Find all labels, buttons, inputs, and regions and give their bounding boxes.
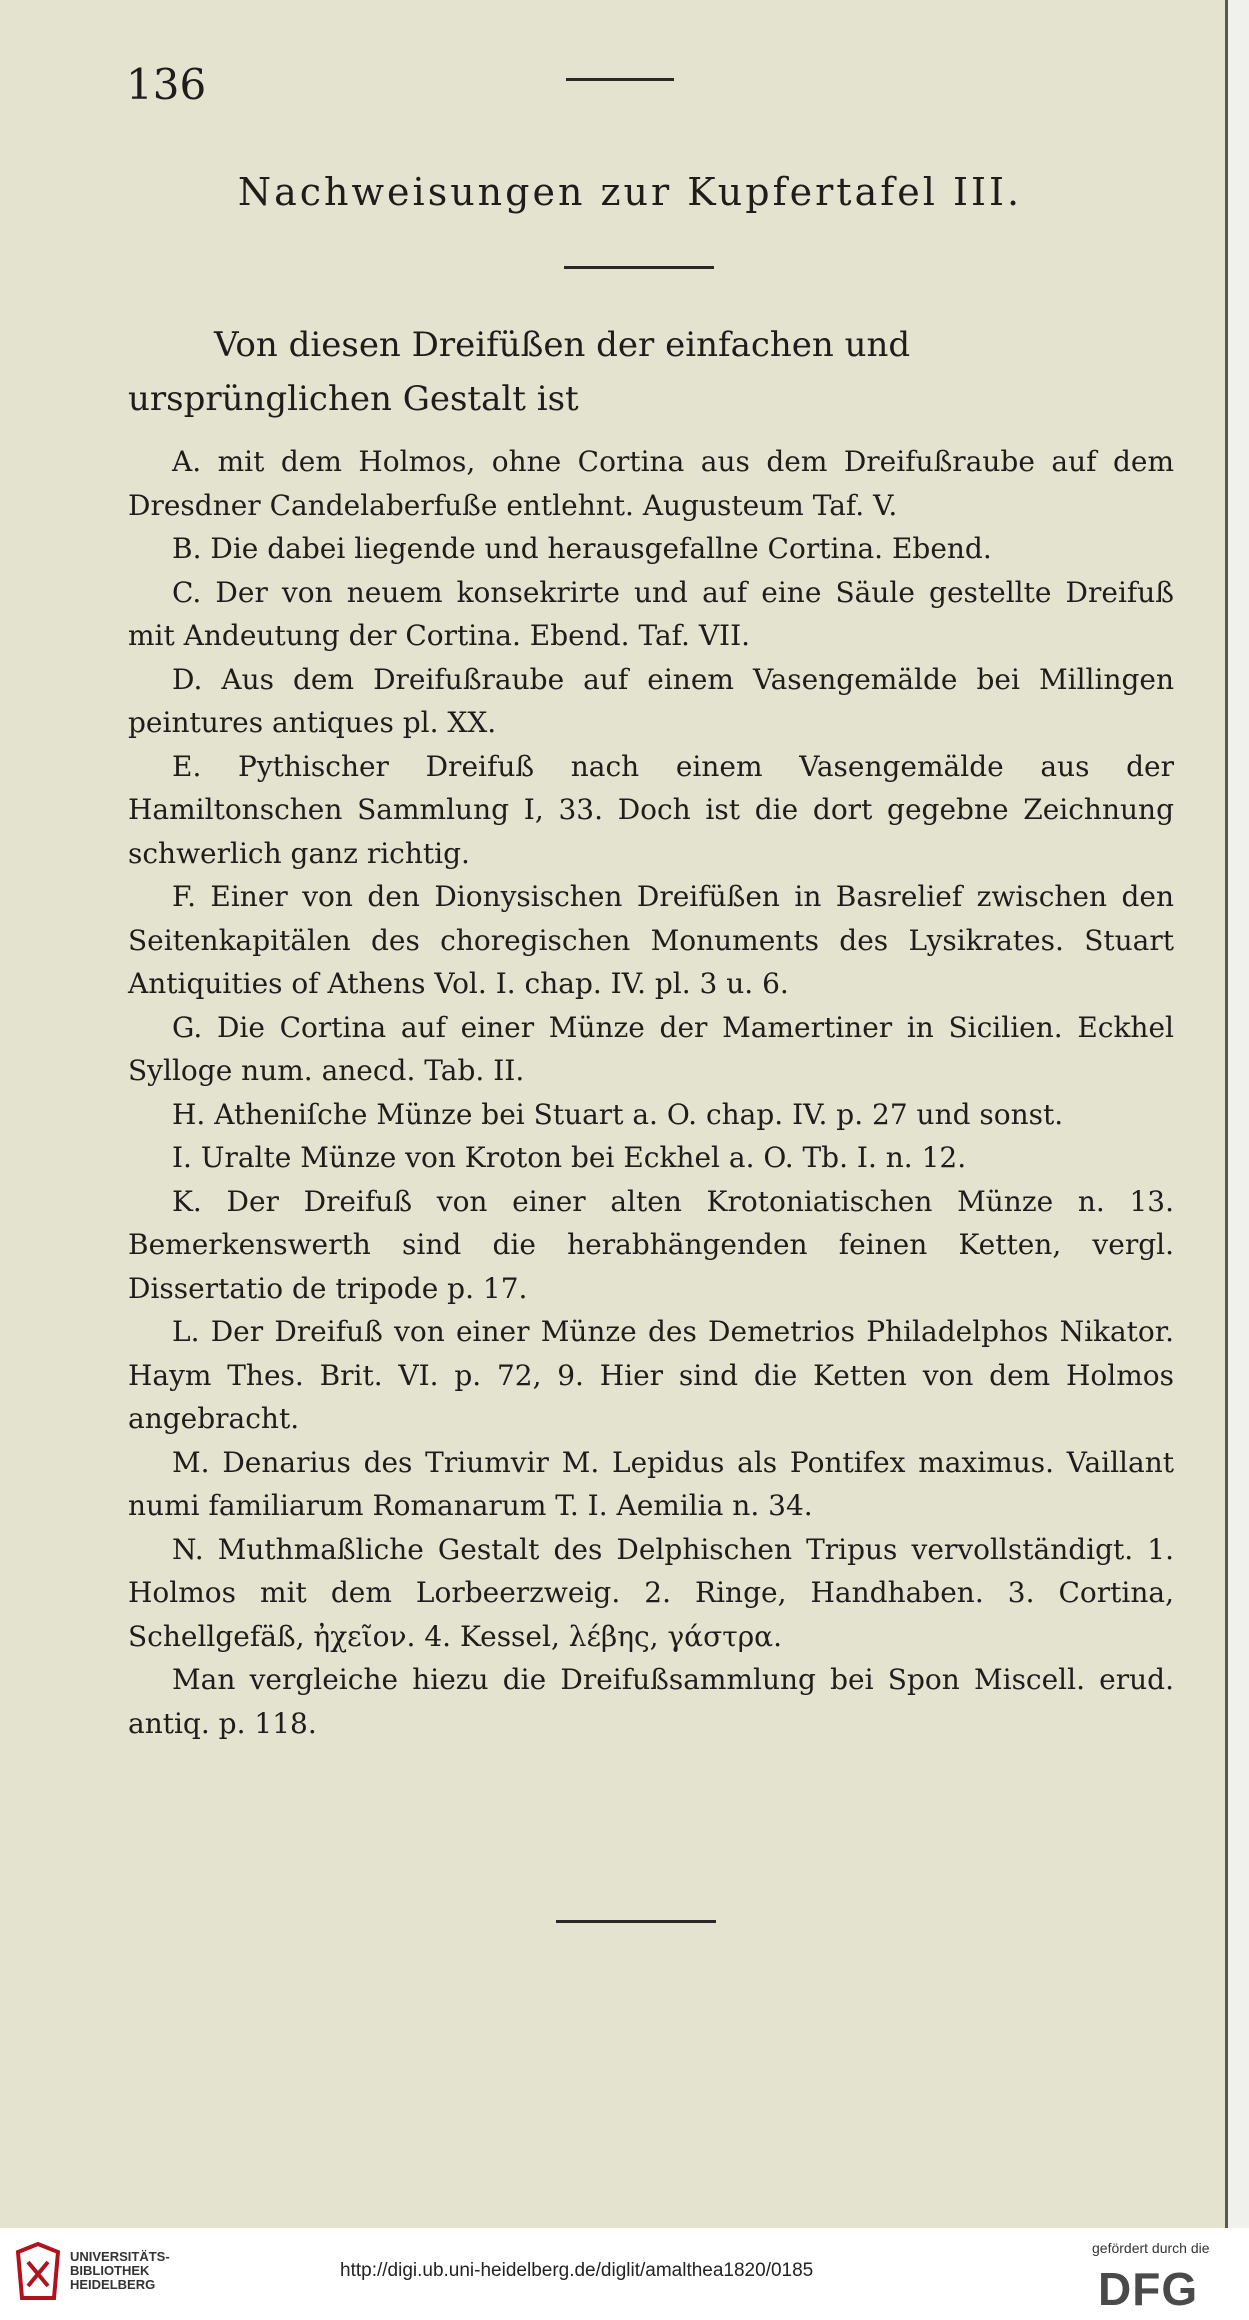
- entry-k: K. Der Dreifuß von einer alten Krotoniatischen Münze n. 13. Bemerkenswerth sind die herabhängenden feinen Ketten, vergl. Dissertatio de tripode p. 17.: [128, 1184, 1174, 1305]
- institution-line-3: HEIDELBERG: [70, 2277, 156, 2292]
- page-number: 136: [126, 60, 207, 109]
- institution-line-1: UNIVERSITÄTS-: [70, 2249, 170, 2264]
- header-rule: [566, 78, 674, 81]
- entry-b: B. Die dabei liegende und herausgefallne Cortina. Ebend.: [172, 532, 992, 565]
- permalink[interactable]: http://digi.ub.uni-heidelberg.de/diglit/amalthea1820/0185: [340, 2260, 814, 2281]
- closing-note: Man vergleiche hiezu die Dreifußsammlung bei Spon Miscell. erud. antiq. p. 118.: [128, 1663, 1174, 1740]
- funded-by-text: gefördert durch die: [1092, 2240, 1210, 2256]
- footer-bar: [0, 2228, 1249, 2320]
- entry-m: M. Denarius des Triumvir M. Lepidus als Pontifex maximus. Vaillant numi familiarum Romanarum T. I. Aemilia n. 34.: [128, 1445, 1174, 1522]
- page-title: Nachweisungen zur Kupfertafel III.: [237, 170, 1023, 214]
- entry-c: C. Der von neuem konsekrirte und auf eine Säule gestellte Dreifuß mit Andeutung der Cortina. Ebend. Taf. VII.: [128, 575, 1174, 652]
- entry-d: D. Aus dem Dreifußraube auf einem Vasengemälde bei Millingen peintures antiques pl. XX.: [128, 662, 1174, 739]
- entry-list: [128, 440, 1174, 1745]
- entry-n: N. Muthmaßliche Gestalt des Delphischen Tripus vervollständigt. 1. Holmos mit dem Lorbeerzweig. 2. Ringe, Handhaben. 3. Cortina, Schellgefäß, ἠχεῖον. 4. Kessel, λέβης, γάστρα.: [128, 1532, 1174, 1653]
- dfg-logo: DFG: [1098, 2263, 1199, 2315]
- closing-rule: [556, 1920, 716, 1923]
- page-edge: [1228, 0, 1249, 2228]
- entry-i: I. Uralte Münze von Kroton bei Eckhel a. O. Tb. I. n. 12.: [172, 1141, 967, 1174]
- institution-line-2: BIBLIOTHEK: [70, 2263, 150, 2278]
- entry-a: A. mit dem Holmos, ohne Cortina aus dem Dreifußraube auf dem Dresdner Candelaberfuße entlehnt. Augusteum Taf. V.: [128, 445, 1174, 522]
- institution-name: [70, 2250, 170, 2292]
- entry-l: L. Der Dreifuß von einer Münze des Demetrios Philadelphos Nikator. Haym Thes. Brit. VI. p. 72, 9. Hier sind die Ketten von dem Holmos angebracht.: [128, 1315, 1174, 1435]
- title-rule: [564, 266, 714, 269]
- university-seal-icon: [14, 2242, 62, 2302]
- entry-e: E. Pythischer Dreifuß nach einem Vasengemälde aus der Hamiltonschen Sammlung I, 33. Doch ist die dort gegebne Zeichnung schwerlich ganz richtig.: [128, 749, 1174, 870]
- entry-f: F. Einer von den Dionysischen Dreifüßen in Basrelief zwischen den Seitenkapitälen des choregischen Monuments des Lysikrates. Stuart Antiquities of Athens Vol. I. chap. IV. pl. 3 u. 6.: [128, 880, 1174, 1000]
- intro-text: Von diesen Dreifüßen der einfachen und ursprünglichen Gestalt ist: [128, 325, 911, 419]
- entry-g: G. Die Cortina auf einer Münze der Mamertiner in Sicilien. Eckhel Sylloge num. anecd. Tab. II.: [128, 1010, 1174, 1087]
- entry-h: H. Atheniſche Münze bei Stuart a. O. chap. IV. p. 27 und sonst.: [172, 1097, 1064, 1131]
